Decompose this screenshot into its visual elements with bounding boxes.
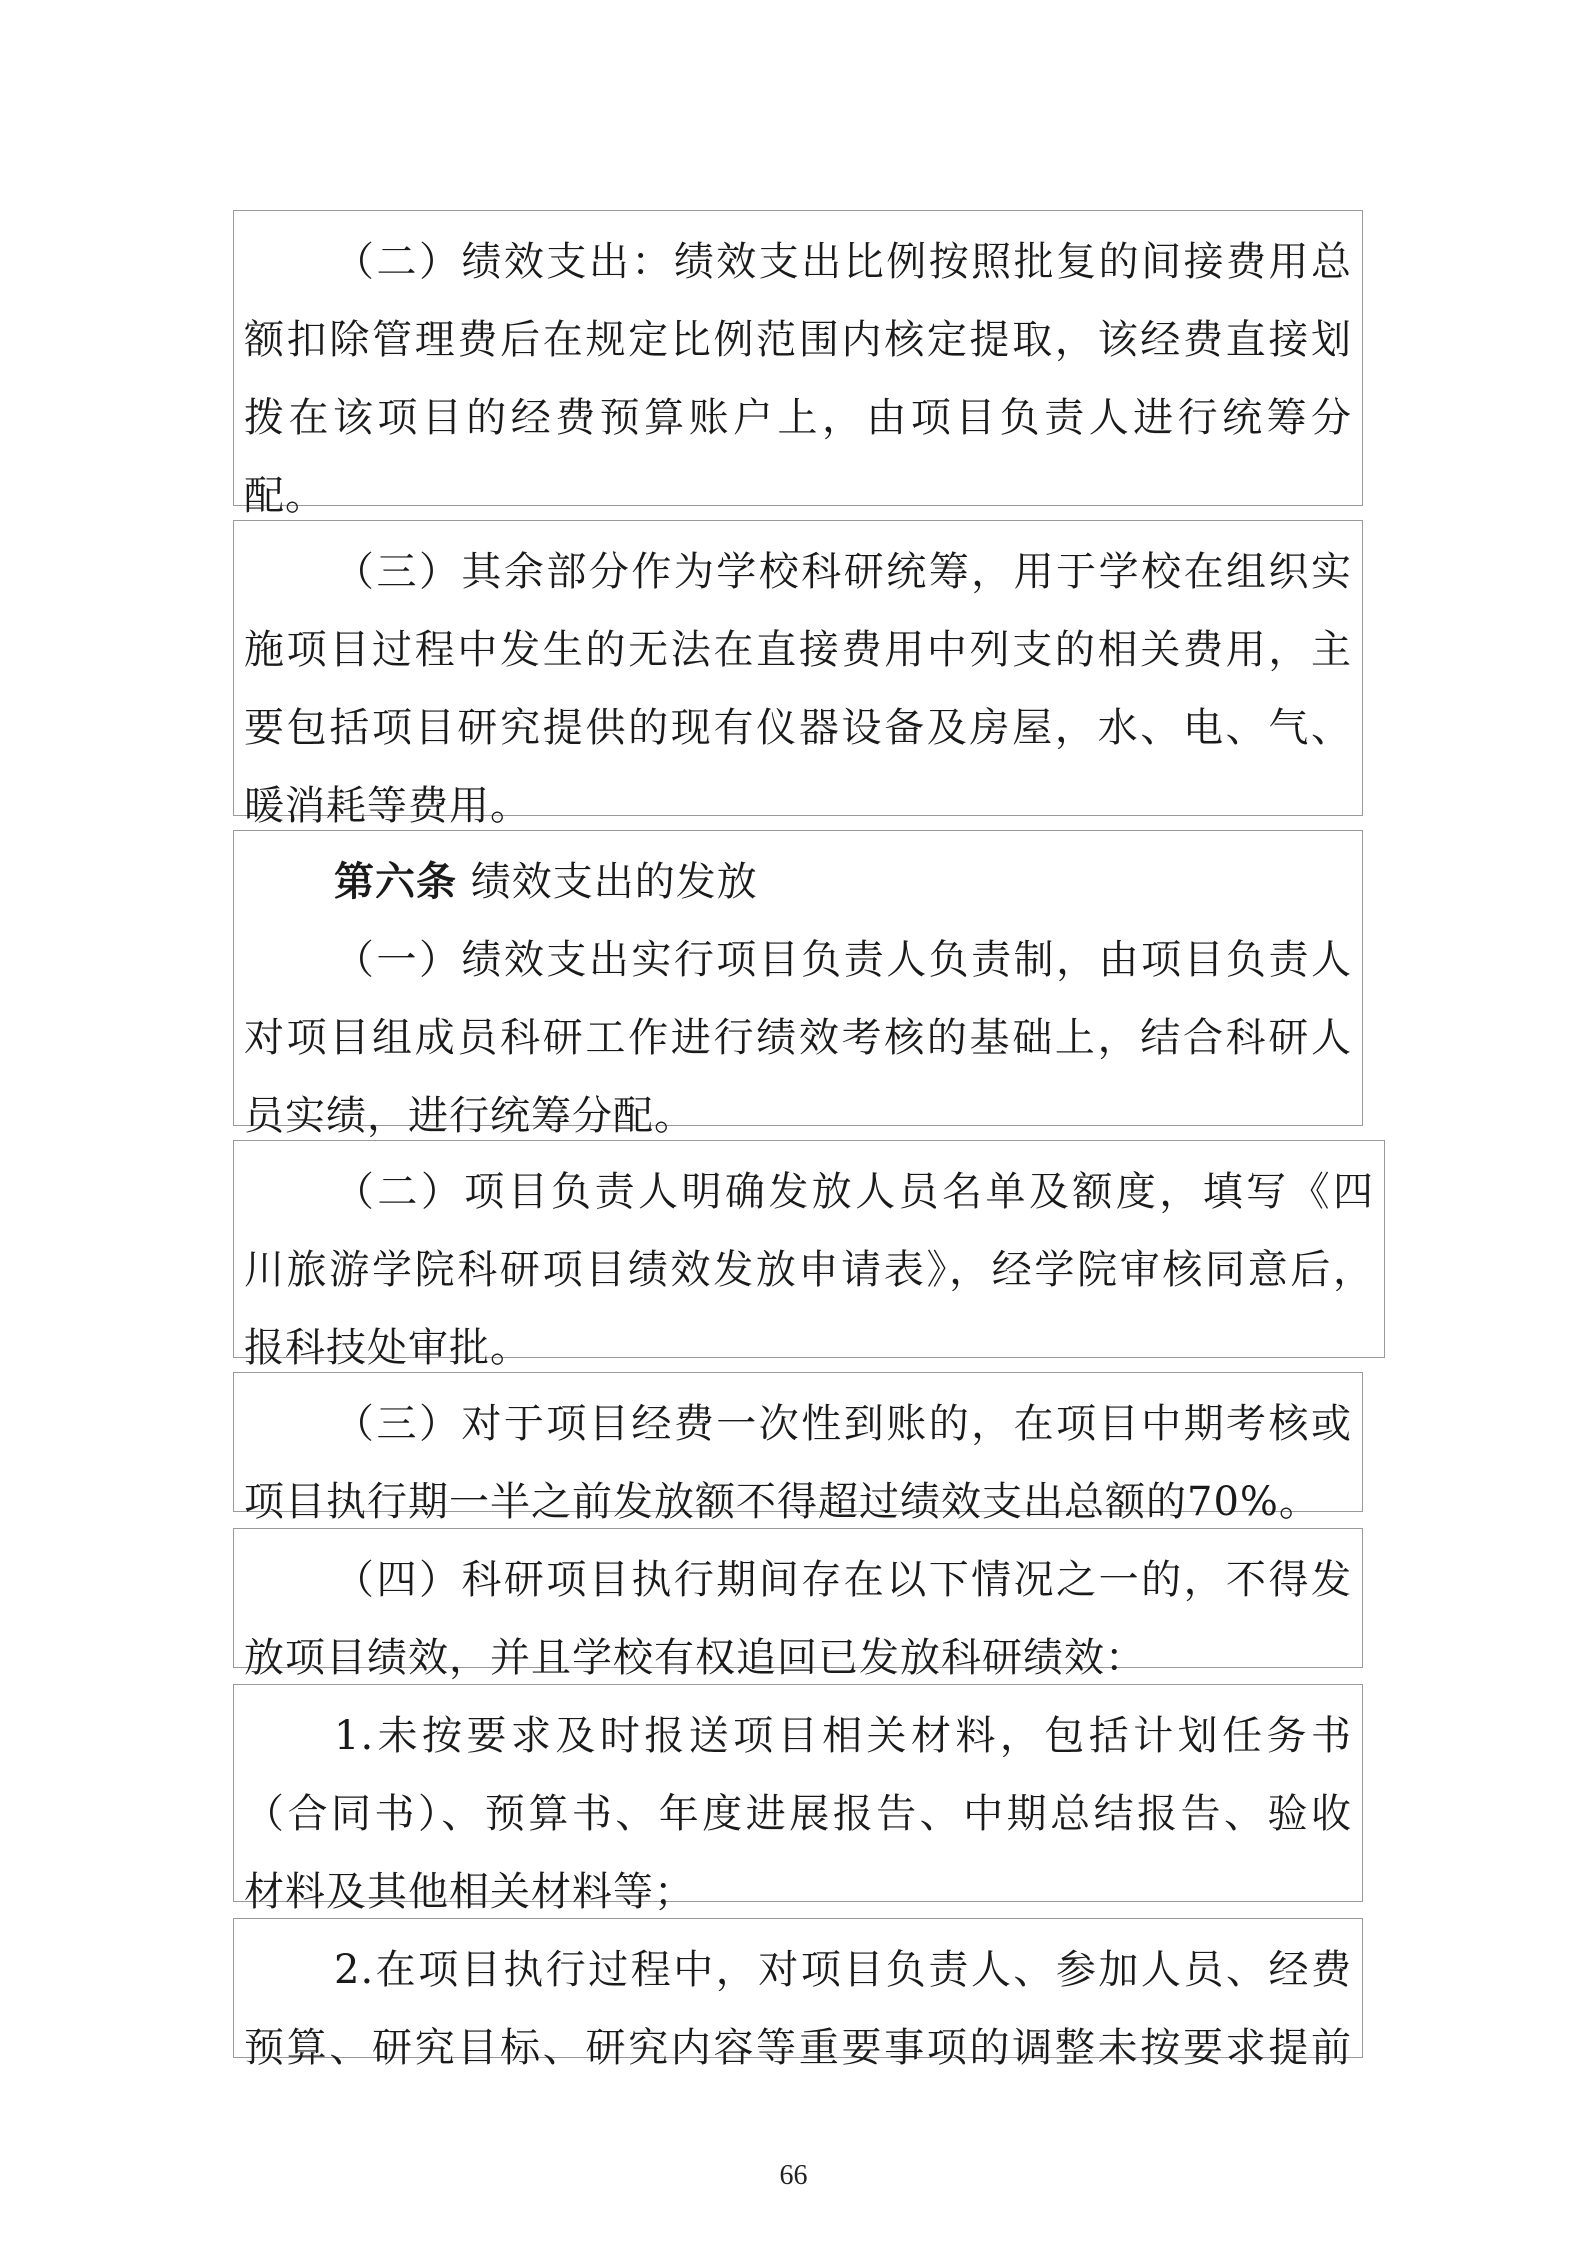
paragraph-application-form [233, 1140, 1385, 1371]
text-line: 报科技处审批。 [244, 1325, 531, 1371]
paragraph-performance-expenditure [233, 210, 1363, 519]
page-number: 66 [779, 2160, 808, 2191]
paragraph-one-time-funding [233, 1372, 1363, 1525]
list-item-condition-1 [233, 1684, 1363, 1915]
text-line: （二）项目负责人明确发放人员名单及额度，填写《四 [334, 1169, 1374, 1215]
text-line: 川旅游学院科研项目绩效发放申请表》，经学院审核同意后， [244, 1247, 1374, 1293]
text-line: （二）绩效支出：绩效支出比例按照批复的间接费用总 [334, 239, 1352, 285]
text-line: 要包括项目研究提供的现有仪器设备及房屋，水、电、气、 [244, 705, 1352, 751]
text-line: 放项目绩效，并且学校有权追回已发放科研绩效： [244, 1635, 1146, 1681]
paragraph-remaining-portion [233, 520, 1363, 829]
text-line: 项目执行期一半之前发放额不得超过绩效支出总额的70%。 [244, 1479, 1320, 1525]
article-six-section [233, 830, 1363, 1139]
text-line: （三）对于项目经费一次性到账的，在项目中期考核或 [334, 1401, 1352, 1447]
article-title: 绩效支出的发放 [470, 859, 758, 905]
text-line: 配。 [244, 473, 326, 519]
text-line: 材料及其他相关材料等； [244, 1869, 695, 1915]
text-line: 1.未按要求及时报送项目相关材料，包括计划任务书 [334, 1713, 1352, 1759]
list-item-condition-2 [233, 1918, 1363, 2071]
text-line: （合同书）、预算书、年度进展报告、中期总结报告、验收 [244, 1791, 1352, 1837]
text-line: 2.在项目执行过程中，对项目负责人、参加人员、经费 [334, 1947, 1352, 1993]
text-line: 额扣除管理费后在规定比例范围内核定提取，该经费直接划 [244, 317, 1352, 363]
text-line: 施项目过程中发生的无法在直接费用中列支的相关费用，主 [244, 627, 1352, 673]
text-line: （四）科研项目执行期间存在以下情况之一的，不得发 [334, 1557, 1352, 1603]
text-line: 暖消耗等费用。 [244, 783, 531, 829]
text-line: 对项目组成员科研工作进行绩效考核的基础上，结合科研人 [244, 1015, 1352, 1061]
text-line: 员实绩，进行统筹分配。 [244, 1093, 695, 1139]
text-line: 预算、研究目标、研究内容等重要事项的调整未按要求提前 [244, 2025, 1352, 2071]
paragraph-no-disbursement-conditions [233, 1528, 1363, 1681]
text-line: （一）绩效支出实行项目负责人负责制，由项目负责人 [334, 937, 1352, 983]
text-line: 拨在该项目的经费预算账户上，由项目负责人进行统筹分 [244, 395, 1352, 441]
text-line: （三）其余部分作为学校科研统筹，用于学校在组织实 [334, 549, 1352, 595]
article-heading [244, 843, 1352, 921]
article-number: 第六条 [334, 859, 457, 905]
